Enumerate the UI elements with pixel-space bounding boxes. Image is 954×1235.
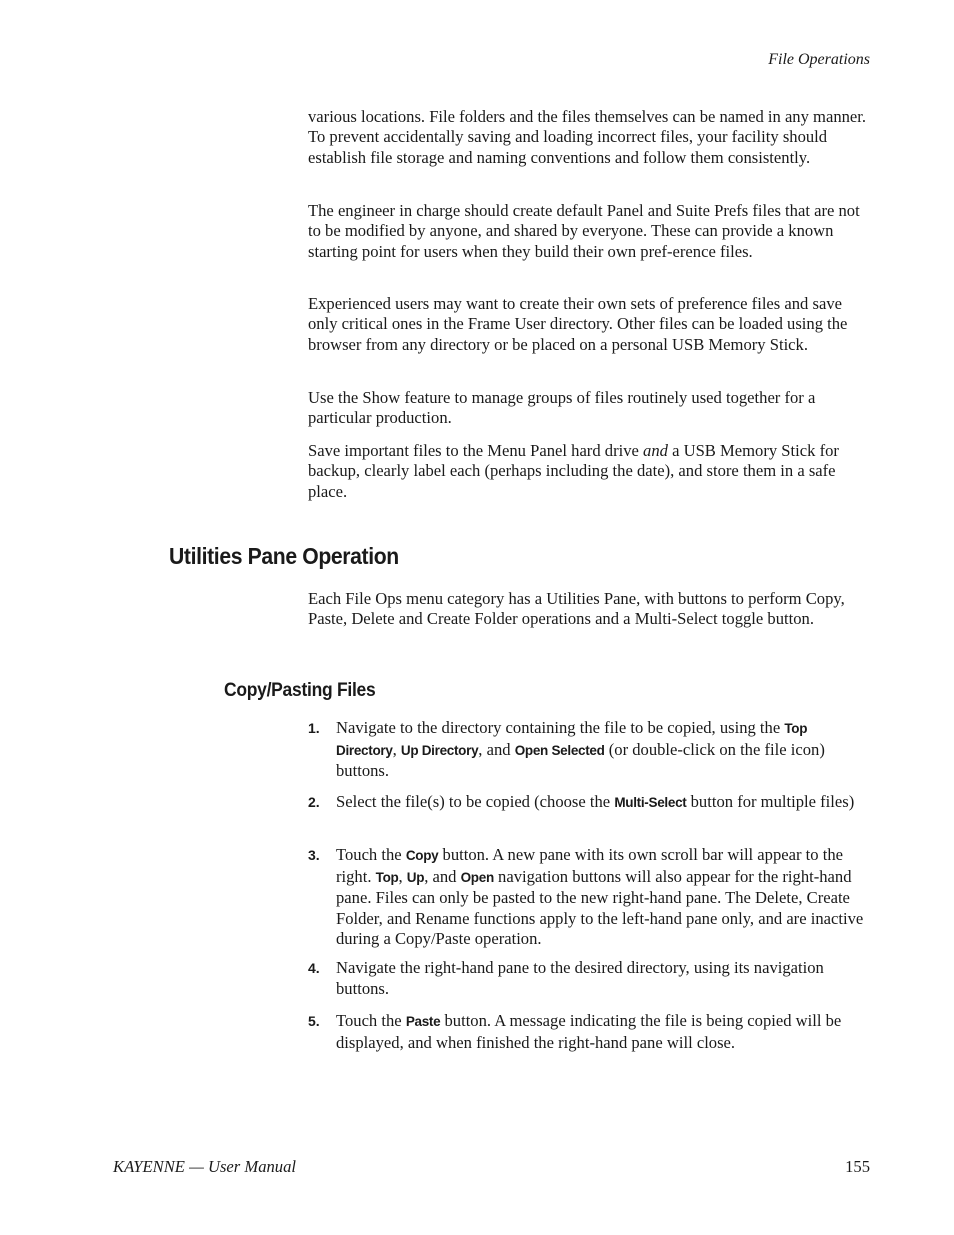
- running-header: File Operations: [768, 51, 870, 68]
- section-heading-utilities: Utilities Pane Operation: [169, 543, 399, 569]
- step-text: Touch the Paste button. A message indicating the file is being copied will be displayed, and when finished the right-hand pane will close.: [336, 1011, 842, 1052]
- intro-paragraph-4: Use the Show feature to manage groups of files routinely used together for a particular production.: [308, 388, 816, 428]
- ui-term-paste: Paste: [405, 1014, 441, 1029]
- footer-manual-title: KAYENNE — User Manual: [113, 1157, 297, 1176]
- backup-text-before: Save important files to the Menu Panel hard drive: [308, 441, 644, 460]
- backup-text-after: a USB Memory Stick for backup, clearly label each (perhaps including the date), and store them in a safe place.: [308, 441, 839, 501]
- step-5: [308, 1011, 868, 1053]
- subsection-heading-copy-pasting: Copy/Pasting Files: [224, 680, 376, 701]
- step-1: [308, 718, 868, 782]
- ui-term-open-selected: Open Selected: [514, 742, 605, 758]
- ui-term-up-directory: Up Directory: [400, 742, 479, 758]
- ui-term-top: Top: [375, 869, 399, 885]
- ui-term-top-directory: Top Directory: [336, 721, 808, 758]
- intro-paragraph-3: Experienced users may want to create their own sets of preference files and save only critical ones in the Frame User directory. Other files can be loaded using the browser from any directory or be placed on a personal USB Memory Stick.: [308, 294, 848, 354]
- ui-term-up: Up: [406, 869, 425, 885]
- step-2: [308, 792, 868, 814]
- utilities-paragraph: Each File Ops menu category has a Utilities Pane, with buttons to perform Copy, Paste, Delete and Create Folder operations and a Multi-Select toggle button.: [308, 589, 845, 629]
- step-number: 5.: [308, 1013, 320, 1029]
- ui-term-open: Open: [460, 869, 494, 885]
- intro-paragraph-2: The engineer in charge should create default Panel and Suite Prefs files that are not to be modified by anyone, and shared by everyone. These can provide a known starting point for users when they build their own pref-erence files.: [308, 201, 860, 261]
- step-number: 4.: [308, 960, 320, 976]
- backup-paragraph: [308, 441, 868, 502]
- ui-term-copy: Copy: [405, 848, 439, 863]
- step-number: 3.: [308, 847, 320, 863]
- page-number: 155: [845, 1157, 870, 1176]
- step-4: [308, 958, 868, 999]
- step-text: Navigate the right-hand pane to the desired directory, using its navigation buttons.: [336, 958, 824, 998]
- intro-paragraph-1: various locations. File folders and the files themselves can be named in any manner. To prevent accidentally saving and loading incorrect files, your facility should establish file storage and naming conventions and follow them consistently.: [308, 107, 867, 167]
- ui-term-multi-select: Multi-Select: [614, 795, 687, 810]
- backup-emphasis: and: [643, 441, 668, 460]
- step-text: Navigate to the directory containing the file to be copied, using the Top Directory, Up Directory, and Open Selected (or double-click on the file icon) buttons.: [336, 718, 825, 781]
- step-number: 2.: [308, 794, 320, 810]
- step-text: Touch the Copy button. A new pane with its own scroll bar will appear to the right. Top, Up, and Open navigation buttons will also appear for the right-hand pane. Files can only be pasted to the new right-hand pane. The Delete, Create Folder, and Rename functions apply to the left-hand pane only, and are inactive during a Copy/Paste operation.: [336, 845, 864, 949]
- step-text: Select the file(s) to be copied (choose the Multi-Select button for multiple files): [336, 792, 855, 811]
- step-3: [308, 845, 868, 950]
- step-number: 1.: [308, 720, 320, 736]
